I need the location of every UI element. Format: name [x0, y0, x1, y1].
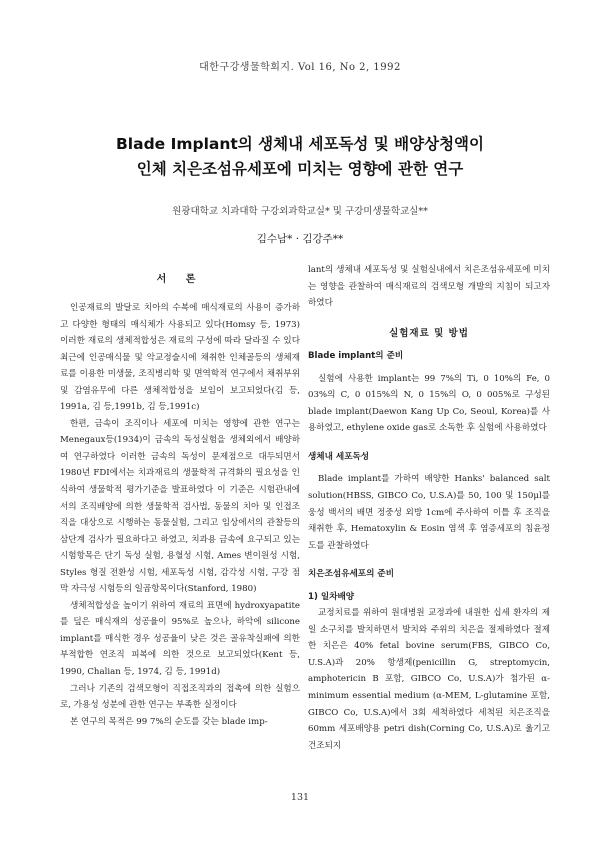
left-column [60, 262, 300, 730]
title-line-1: Blade Implant의 생체내 세포독성 및 배양상청액이 [115, 135, 484, 153]
intro-paragraph-2: 한편, 금속이 조직이나 세포에 미치는 영향에 관한 연구는 Menegaux등(1934)이 금속의 독성실험을 생체외에서 배양하여 연구하였다 이러한 금속의 독성이 문제점으로 대두되면서 1980년 FDI에서는 치과재료의 생물학적 규격화의 필요성을 인식하여 생물학적 평가기준을 발표하였다 이 기준은 시험관내에서의 조직배양에 의한 생물학적 검사법, 동물의 치아 및 인접조직을 대상으로 시행하는 동물실험, 그리고 임상에서의 관찰등의 삼단계 검사가 필요하다고 하였고, 치과용 금속에 요구되고 있는 시험항목은 단기 독성 실험, 용혈성 시험, Ames 변이원성 시험, Styles 형질 전환성 시험, 세포독성 시험, 감각성 시험, 구강 점막 자극성 시험등의 일곱항목이다(Stanford, 1980) [60, 418, 300, 595]
introduction-heading: 서 론 [156, 274, 204, 285]
affiliation: 원광대학교 치과대학 구강외과학교실* 및 구강미생물학교실** [172, 206, 428, 217]
right-column [308, 262, 550, 754]
intro-paragraph-4: 그러나 기존의 검색모형이 직접조직과의 접촉에 의한 실험으로, 가용성 성분에 관한 연구는 부족한 실정이다 [60, 683, 300, 711]
primary-culture-text: 교정치료를 위하여 원대병원 교정과에 내원한 십세 환자의 제일 소구치를 발치하면서 발치와 주위의 치은을 절제하였다 절제한 치은은 40% fetal bovine serum(FBS, GIBCO Co, U.S.A)과 20% 항생제(penicillin G, streptomycin, amphotericin B 포함, GIBCO Co, U.S.A)가 첨가된 α-minimum essential medium (α-MEM, L-glutamine 포함, GIBCO Co, U.S.A)에서 3회 세척하였다 세척된 치은조직을 60mm 세포배양용 petri dish(Corning Co, U.S.A)로 옮기고 건조되지 [308, 608, 550, 751]
intro-paragraph-5: 본 연구의 목적은 99 7%의 순도를 갖는 blade imp- [70, 716, 268, 727]
page-number: 131 [290, 792, 310, 803]
implant-prep-heading: Blade implant의 준비 [308, 351, 404, 362]
intro-paragraph-1: 인공재료의 발달로 치아의 수복에 매식재료의 사용이 증가하고 다양한 형태의 매식체가 사용되고 있다(Homsy 등, 1973) 이러한 재료의 생체적합성은 재료의 구성에 따라 달라질 수 있다 최근에 인공매식물 및 악교정술시에 채취한 인체골등의 생체재료를 이용한 미생물, 조직병리학 및 면역학적 연구에서 채취부위 및 감염유무에 다른 생체적합성을 보임이 보고되었다(김 등, 1991a, 김 등,1991b, 김 등,1991c) [60, 303, 300, 413]
fibroblast-heading: 치은조섬유세포의 준비 [308, 569, 395, 580]
cytotoxicity-text: Blade implant를 가하여 배양한 Hanks' balanced salt solution(HBSS, GIBCO Co, U.S.A)를 50, 100 및 150μl를 웅성 백서의 배면 정중성 외방 1cm에 주사하여 이틀 후 조직을 채취한 후, Hematoxylin & Eosin 염색 후 염증세포의 침윤정도를 관찰하였다 [308, 474, 550, 551]
paper-title [0, 132, 600, 182]
implant-prep-text: 실험에 사용한 implant는 99 7%의 Ti, 0 10%의 Fe, 0 03%의 C, 0 015%의 N, 0 15%의 O, 0 005%로 구성된 blade implant(Daewon Kang Up Co, Seoul, Korea)를 사용하였고, ethylene oxide gas로 소독한 후 실험에 사용하였다 [308, 373, 550, 434]
journal-header: 대한구강생물학회지. Vol 16, No 2, 1992 [199, 62, 401, 73]
intro-paragraph-3: 생체적합성을 높이기 위하여 재료의 표면에 hydroxyapatite를 덮은 매식재의 성공율이 95%로 높으나, 하악에 silicone implant를 매식한 경우 성공율이 낮은 것은 골유착실패에 의한 부적합한 연조직 피복에 의한 것으로 보고되었다(Kent 등, 1990, Chalian 등, 1974, 김 등, 1991d) [60, 600, 300, 678]
intro-continuation: lant의 생체내 세포독성 및 실험실내에서 치은조섬유세포에 미치는 영향을 관찰하여 매식재료의 검색모형 개발의 지침이 되고자 하였다 [308, 265, 550, 309]
authors: 김수남* · 김강주** [256, 233, 344, 245]
title-line-2: 인체 치은조섬유세포에 미치는 영향에 관한 연구 [136, 160, 464, 178]
methods-heading: 실험재료 및 방법 [389, 327, 469, 339]
primary-culture-heading: 1) 일차배양 [308, 591, 355, 602]
cytotoxicity-heading: 생체내 세포독성 [308, 451, 370, 462]
